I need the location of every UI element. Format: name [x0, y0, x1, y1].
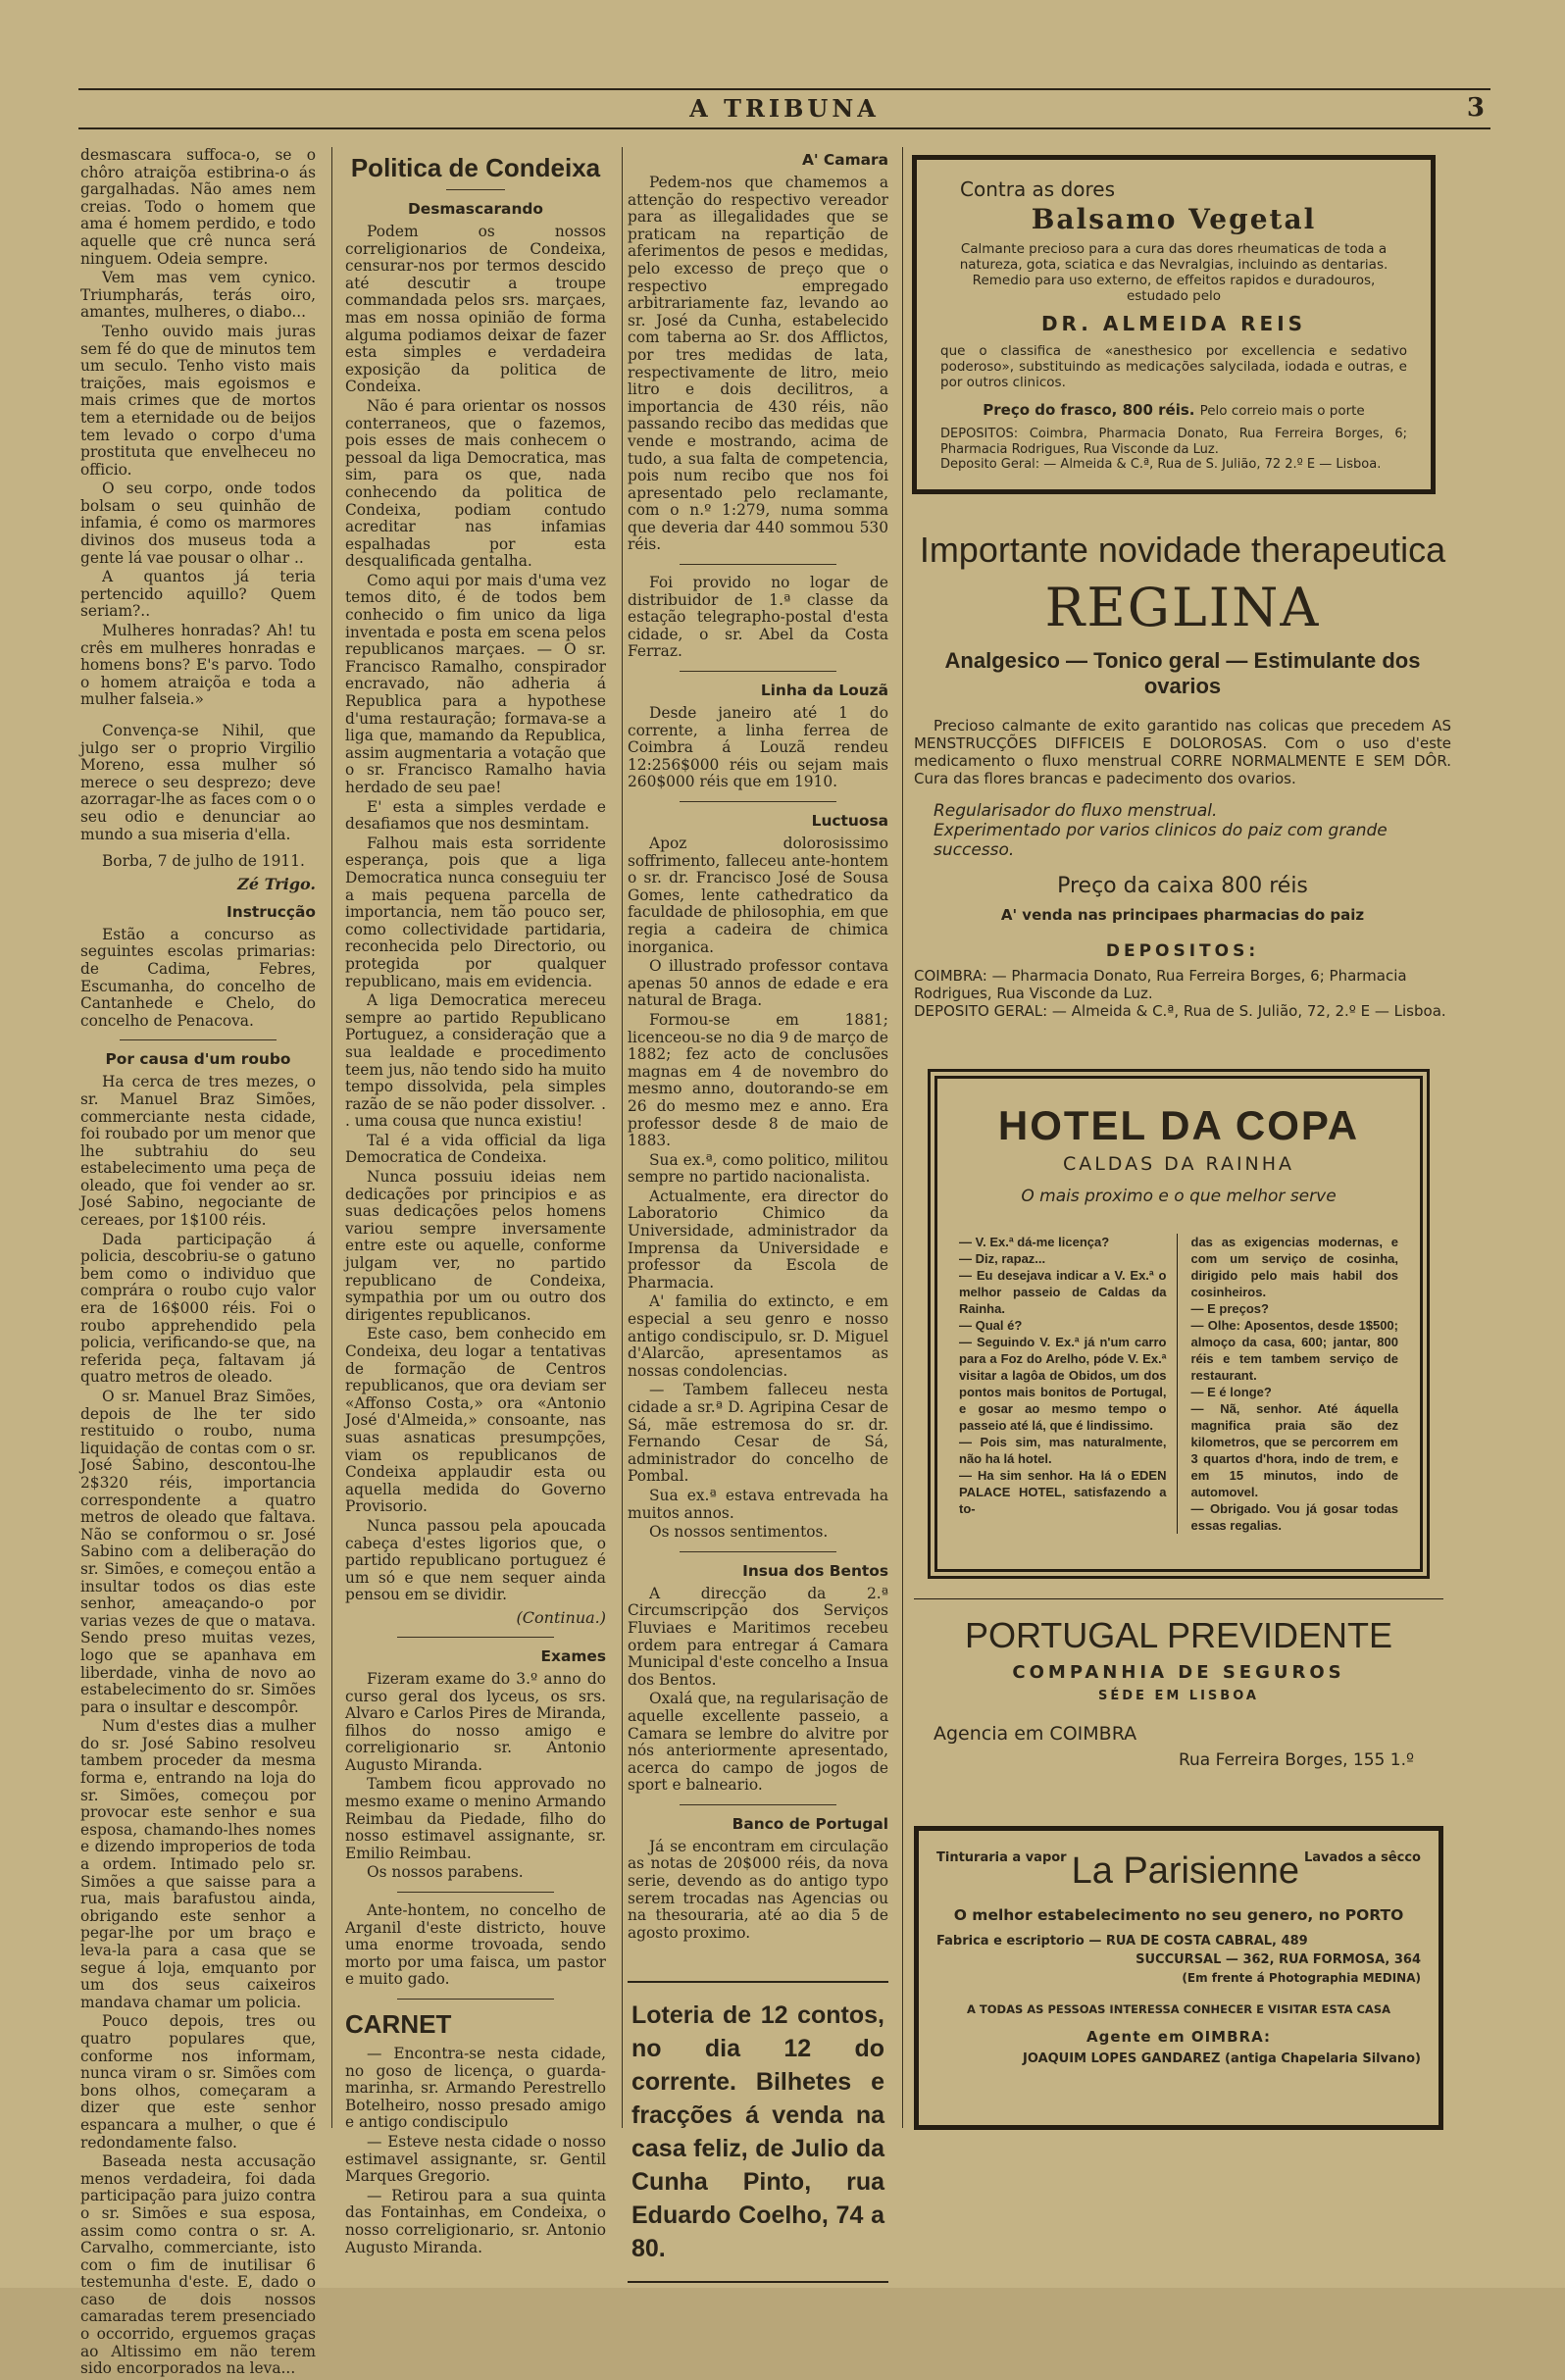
page-number: 3: [1466, 93, 1485, 123]
article-paragraph: desmascara suffoca-o, se o chôro atraiçõa estibrina-o ás gargalhadas. Não ames nem creias. Todo o homem que ama é homem perdido, e todo aquelle que crê nunca será ninguem. Odeia sempre.: [80, 146, 316, 268]
section-heading: CARNET: [345, 2009, 452, 2039]
article-paragraph: Estão a concurso as seguintes escolas primarias: de Cadima, Febres, Escumanha, do concelho de Cantanhede e Chelo, do concelho de Penacova.: [80, 925, 316, 1030]
ad-text: A' venda nas principaes pharmacias do paiz: [1000, 906, 1365, 924]
agency-line: Agencia em COIMBRA: [934, 1723, 1137, 1745]
article-paragraph: Vem mas vem cynico. Triumpharás, terás oiro, amantes, mulheres, o diabo...: [80, 269, 316, 322]
separator: [446, 189, 505, 190]
hotel-name: HOTEL DA COPA: [997, 1102, 1360, 1148]
article-paragraph: — Tambem falleceu nesta cidade a sr.ª D. Agripina Cesar de Sá, mãe estremosa do sr. dr. Fernando Cesar de Sá, administrador do concelho de Pombal.: [628, 1381, 888, 1486]
separator: [397, 1999, 554, 2000]
ad-balsamo-vegetal: [912, 155, 1436, 494]
product-name: Balsamo Vegetal: [1031, 203, 1317, 235]
section-heading: Por causa d'um roubo: [105, 1050, 291, 1069]
article-paragraph: A quantos já teria pertencido aquillo? Quem seriam?..: [80, 568, 316, 621]
column-rule: [622, 147, 623, 2128]
article-paragraph: Ha cerca de tres mezes, o sr. Manuel Braz Simões, commerciante nesta cidade, foi roubado por um menor que lhe subtrahiu do seu estabelecimento uma peça de oleado, que foi vender ao sr. José Sabino, negociante de cereaes, por 1$100 réis.: [80, 1073, 316, 1230]
price: Preço da caixa 800 réis: [1057, 874, 1308, 898]
ad-text: A TODAS AS PESSOAS INTERESSA CONHECER E VISITAR ESTA CASA: [967, 2002, 1390, 2016]
article-paragraph: A liga Democratica mereceu sempre ao partido Republicano Portuguez, a consideração que a sua lealdade e procedimento teem jus, não tendo sido ha muito tempo dissolvida, pela simples razão de se não poder dissolver. . . uma cousa que nunca existiu!: [345, 991, 606, 1131]
ad-text: Agente em OIMBRA:: [1086, 2028, 1271, 2046]
ad-text: Fabrica e escriptorio — RUA DE COSTA CABRAL, 489: [936, 1934, 1308, 1949]
ad-text: DEPOSITOS: Coimbra, Pharmacia Donato, Rua Ferreira Borges, 6; Pharmacia Rodrigues, Rua Visconde da Luz.: [940, 427, 1407, 457]
article-paragraph: Os nossos sentimentos.: [649, 1523, 829, 1542]
hotel-tagline: O mais proximo e o que melhor serve: [1021, 1187, 1337, 1206]
article-paragraph: Pouco depois, tres ou quatro populares que, conforme nos informam, nunca viram o sr. Simões com bons olhos, começaram a dizer que este senhor espancara a mulher, o que é redondamente falso.: [80, 2012, 316, 2152]
section-heading: Exames: [540, 1646, 606, 1665]
separator: [397, 1892, 554, 1893]
section-heading: Luctuosa: [811, 812, 888, 830]
article-paragraph: Mulheres honradas? Ah! tu crês em mulheres honradas e homens bons? E's parvo. Todo o homem atraiçõa e toda a mulher falseia.»: [80, 622, 316, 709]
article-paragraph: A' familia do extincto, e em especial a seu genro e nosso antigo condiscipulo, sr. D. Miguel d'Alarcão, apresentamos as nossas condolencias.: [628, 1292, 888, 1380]
section-heading: Instrucção: [227, 902, 316, 921]
article-paragraph: Como aqui por mais d'uma vez temos dito, é de todos bem conhecido o fim unico da liga inventada e posta em scena pelos republicanos marçaes. — O sr. Francisco Ramalho, conspirador encravado, não adheria á Republica para a hypothese d'uma restauração; formava-se a liga que, mamando da Republica, assim augmentaria a votação que o sr. Francisco Ramalho havia herdado de seu pae!: [345, 571, 606, 796]
article-paragraph: Os nossos parabens.: [367, 1863, 524, 1882]
doctor-name: DR. ALMEIDA REIS: [1040, 312, 1307, 335]
ad-text: DEPOSITO GERAL: — Almeida & C.ª, Rua de S. Julião, 72, 2.º E — Lisboa.: [914, 1002, 1446, 1020]
article-paragraph: O illustrado professor contava apenas 50 annos de edade e era natural de Braga.: [628, 957, 888, 1010]
masthead: [78, 88, 1490, 129]
separator: [680, 671, 836, 672]
separator: [680, 564, 836, 565]
separator: [680, 1551, 836, 1552]
article-paragraph: Formou-se em 1881; licenceou-se no dia 9 de março de 1882; fez acto de conclusões magnas em 4 de novembro do mesmo anno, doutorando-se em 26 do mesmo mez e anno. Era professor desde 8 de maio de 1883.: [628, 1010, 888, 1150]
article-paragraph: Podem os nossos correligionarios de Condeixa, censurar-nos por termos descido até descutir a troupe commandada pelos srs. marçaes, mas em nossa opinião de forma alguma podiamos deixar de fazer esta simples e verdadeira exposição da politica de Condeixa.: [345, 223, 606, 396]
section-heading: Desmascarando: [408, 200, 543, 218]
column-rule: [331, 147, 332, 2128]
article-paragraph: O sr. Manuel Braz Simões, depois de lhe ter sido restituido o roubo, numa liquidação de contas com o sr. José Sabino, descontou-lhe 2$320 réis, importancia correspondente a quatro metros de oleado que faltava. Não se conformou o sr. José Sabino com a deliberação do sr. Simões, e começou então a insultar todos os dias este senhor, ameaçando-o por varias vezes de que o matava. Sendo preso muitas vezes, logo que se apanhava em liberdade, vinha de novo ao estabelecimento do sr. Simões para o insultar e descompôr.: [80, 1388, 316, 1716]
column-3: [628, 147, 888, 2283]
section-heading: Insua dos Bentos: [742, 1561, 888, 1580]
column-1: [80, 147, 316, 2380]
section-heading: A' Camara: [801, 151, 888, 169]
ad-text: Precioso calmante de exito garantido nas colicas que precedem AS MENSTRUCÇÕES DIFFICEIS E DOLOROSAS. Com o uso d'este medicamento o fluxo menstrual CORRE NORMALMENTE E SEM DÔR. Cura das flores brancas e padecimento dos ovarios.: [914, 717, 1451, 787]
ad-text: Remedio para uso externo, de effeitos rapidos e duradouros, estudado pelo: [972, 273, 1376, 304]
article-paragraph: — Retirou para a sua quinta das Fontainhas, em Condeixa, o nosso correligionario, sr. Antonio Augusto Miranda.: [345, 2186, 606, 2256]
article-paragraph: Ante-hontem, no concelho de Arganil d'este districto, houve uma enorme trovoada, sendo morto por uma faisca, um pastor e muito gado.: [345, 1901, 606, 1989]
dateline: Borba, 7 de julho de 1911.: [102, 852, 305, 871]
section-heading: Banco de Portugal: [732, 1814, 888, 1833]
ad-text: JOAQUIM LOPES GANDAREZ (antiga Chapelaria Silvano): [1023, 2051, 1421, 2066]
article-paragraph: Tal é a vida official da liga Democratica de Condeixa.: [345, 1131, 606, 1167]
price-note: Pelo correio mais o porte: [1199, 403, 1365, 419]
article-paragraph: Nunca possuiu ideias nem dedicações por principios e as suas dedicações pelos homens variou sempre inversamente entre este ou aquelle, conforme julgam ver, no partido republicano de Condeixa, sympathia por um ou outro dos dirigentes republicanos.: [345, 1168, 606, 1324]
article-paragraph: Já se encontram em circulação as notas de 20$000 réis, da nova serie, devendo as do antigo typo serem trocadas nas Agencias ou na thesouraria, até ao dia 5 de agosto proximo.: [628, 1837, 888, 1942]
ad-italic: Regularisador do fluxo menstrual.: [934, 801, 1218, 821]
lottery-ad: [628, 1981, 888, 2283]
ad-reglina: [914, 530, 1451, 1039]
ad-headline: Importante novidade therapeutica: [919, 530, 1446, 570]
article-paragraph: Desde janeiro até 1 do corrente, a linha ferrea de Coimbra á Louzã rendeu 12:256$000 réis ou sejam mais 260$000 réis que em 1910.: [628, 704, 888, 791]
ad-hotel-da-copa: [928, 1069, 1430, 1579]
article-paragraph: Tambem ficou approvado no mesmo exame o menino Armando Reimbau da Piedade, filho do nosso estimavel assignante, sr. Emilio Reimbau.: [345, 1775, 606, 1862]
shop-name: La Parisienne: [1071, 1850, 1299, 1892]
ad-subtitle: Analgesico — Tonico geral — Estimulante dos ovarios: [944, 648, 1421, 698]
continued-note: (Continua.): [516, 1607, 606, 1627]
article-paragraph: Falhou mais esta sorridente esperança, pois que a liga Democratica nunca conseguiu ter a mais pequena parcella de importancia, nem tão pouco ser, como collectividade partidaria, reconhecida pelo Directorio, ou protegida por qualquer republicano, mais em evidencia.: [345, 834, 606, 990]
article-paragraph: O seu corpo, onde todos bolsam o seu quinhão de infamia, é como os marmores divinos dos museus toda a gente lá vae pousar o olhar ..: [80, 480, 316, 567]
separator: [120, 1039, 277, 1040]
agency-address: Rua Ferreira Borges, 155 1.º: [1178, 1750, 1414, 1770]
article-paragraph: Num d'estes dias a mulher do sr. José Sabino resolveu tambem proceder da mesma forma e, entrando na loja do sr. Simões, começou por provocar este senhor e sua esposa, chamando-lhes nomes e dizendo improperios de toda a ordem. Intimado pelo sr. Simões a que saisse para a rua, mais barafustou ainda, obrigando este senhor a pegar-lhe por um braço e leva-la para a casa que se segue á loja, emquanto por um dos seus caixeiros mandava chamar um policia.: [80, 1717, 316, 2011]
separator: [397, 1637, 554, 1638]
ad-text: Deposito Geral: — Almeida & C.ª, Rua de S. Julião, 72 2.º E — Lisboa.: [940, 457, 1382, 472]
ad-text: COIMBRA: — Pharmacia Donato, Rua Ferreira Borges, 6; Pharmacia Rodrigues, Rua Visconde da Luz.: [914, 967, 1407, 1002]
article-paragraph: E' esta a simples verdade e desafiamos que nos desmintam.: [345, 797, 606, 834]
article-paragraph: Este caso, bem conhecido em Condeixa, deu logar a tentativas de formação de Centros republicanos, que ora deviam ser «Affonso Costa,» ora «Antonio José d'Almeida,» consoante, nas suas asnaticas presumpções, viam os republicanos de Condeixa applaudir esta ou aquella medida do Governo Provisorio.: [345, 1325, 606, 1516]
hotel-dialogue-right: das as exigencias modernas, e com um serviço de cosinha, dirigido pelo mais habil dos cosinheiros. — E preços? — Olhe: Aposentos, desde 1$500; almoço da casa, 600; jantar, 800 réis e tem tambem serviço de restaurant. — E é longe? — Nã, senhor. Até áquella magnifica praia são dez kilometros, que se percorrem em 3 quartos d'hora, indo de trem, e em 15 minutos, indo de automovel. — Obrigado. Vou já gosar todas essas regalias.: [1190, 1235, 1398, 1533]
company-seat: SÉDE EM LISBOA: [1098, 1689, 1259, 1703]
separator: [680, 1804, 836, 1805]
ad-side-label: Lavados a sêcco: [1303, 1850, 1421, 1865]
ad-italic: Experimentado por varios clinicos do paiz com grande successo.: [934, 821, 1388, 860]
article-paragraph: Tenho ouvido mais juras sem fé do que de minutos tem um seculo. Tenho visto mais traições, mais egoismos e mais crimes que de mortos tem a eternidade ou de beijos tem levado o corpo d'uma prostituta que envelheceu no officio.: [80, 322, 316, 479]
article-paragraph: Foi provido no logar de distribuidor de 1.ª classe da estação telegrapho-postal d'esta cidade, o sr. Abel da Costa Ferraz.: [628, 574, 888, 661]
hotel-location: CALDAS DA RAINHA: [1062, 1153, 1295, 1175]
ad-text: que o classifica de «anesthesico por excellencia e sedativo poderoso», substituindo as medicações salycilada, iodada e outras, e por outros clinicos.: [940, 343, 1407, 390]
hotel-dialogue-left: — V. Ex.ª dá-me licença? — Diz, rapaz... — Eu desejava indicar a V. Ex.ª o melhor passeio de Caldas da Rainha. — Qual é? — Seguindo V. Ex.ª já n'um carro para a Foz do Arelho, póde V. Ex.ª visitar a lagôa de Obidos, um dos pontos mais bonitos de Portugal, e gosar ao mesmo tempo o passeio até lá, que é lindissimo. — Pois sim, mas naturalmente, não ha lá hotel. — Ha sim senhor. Ha lá o EDEN PALACE HOTEL, satisfazendo a to-: [959, 1234, 1178, 1534]
price: Preço do frasco, 800 réis.: [983, 401, 1195, 419]
column-2: [345, 147, 606, 2258]
ad-la-parisienne: [914, 1826, 1443, 2130]
article-paragraph: Convença-se Nihil, que julgo ser o proprio Virgilio Moreno, essa mulher só merece o seu desprezo; deve azorragar-lhe as faces com o o seu odio e denunciar ao mundo a sua miseria d'ella.: [80, 722, 316, 843]
article-paragraph: Nunca passou pela apoucada cabeça d'estes ligorios que, o partido republicano portuguez é um só e que nem sequer ainda pensou em se dividir.: [345, 1516, 606, 1604]
ad-text: SUCCURSAL — 362, RUA FORMOSA, 364: [1136, 1952, 1421, 1967]
ad-portugal-previdente: [914, 1598, 1443, 1814]
ad-text: (Em frente á Photographia MEDINA): [1182, 1971, 1421, 1985]
ad-line: Contra as dores: [960, 177, 1116, 201]
ad-heading: DEPOSITOS:: [1105, 941, 1260, 961]
article-paragraph: Sua ex.ª estava entrevada ha muitos annos.: [628, 1486, 888, 1522]
column-rule: [902, 147, 903, 2128]
product-name: REGLINA: [1044, 577, 1321, 638]
section-heading: Linha da Louzã: [760, 682, 888, 700]
ad-text: O melhor estabelecimento no seu genero, no PORTO: [953, 1906, 1404, 1924]
article-paragraph: Oxalá que, na regularisação de aquelle excellente passeio, a Camara se lembre do alvitre por nós anteriormente apresentado, acerca do campo de jogos de sport e balneario.: [628, 1690, 888, 1795]
article-paragraph: — Esteve nesta cidade o nosso estimavel assignante, sr. Gentil Marques Gregorio.: [345, 2132, 606, 2186]
newspaper-title: A TRIBUNA: [689, 94, 880, 123]
article-paragraph: Fizeram exame do 3.º anno do curso geral dos lyceus, os srs. Alvaro e Carlos Pires de Miranda, filhos do nosso amigo e correligionario sr. Antonio Augusto Miranda.: [345, 1669, 606, 1774]
article-paragraph: Não é para orientar os nossos conterraneos, que o fazemos, pois esses de mais conhecem o pessoal da liga Democratica, mas sim, para os que, nada conhecendo da politica de Condeixa, podiam contudo acreditar nas infamias espalhadas por esta desqualificada gentalha.: [345, 396, 606, 571]
article-paragraph: — Encontra-se nesta cidade, no goso de licença, o guarda-marinha, sr. Armando Perestrello Botelheiro, nosso presado amigo e antigo condiscipulo: [345, 2045, 606, 2132]
lottery-text: Loteria de 12 contos, no dia 12 do corrente. Bilhetes e fracções á venda na casa feliz, de Julio da Cunha Pinto, rua Eduardo Coelho, 74 a 80.: [631, 2001, 884, 2263]
article-title: Politica de Condeixa: [350, 153, 601, 182]
article-paragraph: Baseada nesta accusação menos verdadeira, foi dada participação para juizo contra o sr. Simões e sua esposa, assim como contra o sr. A. Carvalho, commerciante, isto com o fim de inutilisar 6 testemunha d'este. E, dado o caso de dois nossos camaradas terem presenciado o occorrido, erguemos graças ao Altissimo em não terem sido encorporados na leva...: [80, 2152, 316, 2378]
separator: [680, 801, 836, 802]
article-paragraph: Actualmente, era director do Laboratorio Chimico da Universidade, administrador da Imprensa da Universidade e professor da Escola de Pharmacia.: [628, 1187, 888, 1291]
article-paragraph: Apoz dolorosissimo soffrimento, falleceu ante-hontem o sr. dr. Francisco José de Sousa Gomes, lente cathedratico da faculdade de philosophia, em que regia a cadeira de chimica inorganica.: [628, 835, 888, 956]
ad-text: Calmante precioso para a cura das dores rheumaticas de toda a natureza, gota, sciatica e das Nevralgias, incluindo as dentarias.: [959, 241, 1388, 273]
ad-side-label: Tinturaria a vapor: [936, 1850, 1067, 1865]
article-paragraph: Sua ex.ª, como politico, militou sempre no partido nacionalista.: [628, 1150, 888, 1187]
company-name: PORTUGAL PREVIDENTE: [964, 1615, 1393, 1655]
article-paragraph: Dada participação á policia, descobriu-se o gatuno bem como o individuo que comprára o roubo cujo valor era de 16$000 réis. Foi o roubo apprehendido pela policia, verificando-se que, na referida peça, faltavam já quatro metros de oleado.: [80, 1230, 316, 1387]
signature: Zé Trigo.: [237, 874, 316, 893]
company-subtitle: COMPANHIA DE SEGUROS: [1012, 1662, 1345, 1683]
article-paragraph: Pedem-nos que chamemos a attenção do respectivo vereador para as illegalidades que se praticam na repartição de aferimentos de pesos e medidas, pelo excesso de preço que o respectivo empregado arbitrariamente faz, levando ao sr. José da Cunha, estabelecido com taberna ao Sr. dos Afflictos, por tres medidas de lata, respectivamente de litro, meio litro e dois decilitros, a importancia de 430 réis, não passando recibo das medidas que vende e mostrando, acima de tudo, a sua falta de competencia, pois num recibo que nos foi apresentado pelo reclamante, com o n.º 1:279, numa somma que deveria dar 440 sommou 530 réis.: [628, 174, 888, 554]
article-paragraph: A direcção da 2.ª Circumscripção dos Serviços Fluviaes e Maritimos recebeu ordem para entregar á Camara Municipal d'este concelho a Insua dos Bentos.: [628, 1584, 888, 1689]
